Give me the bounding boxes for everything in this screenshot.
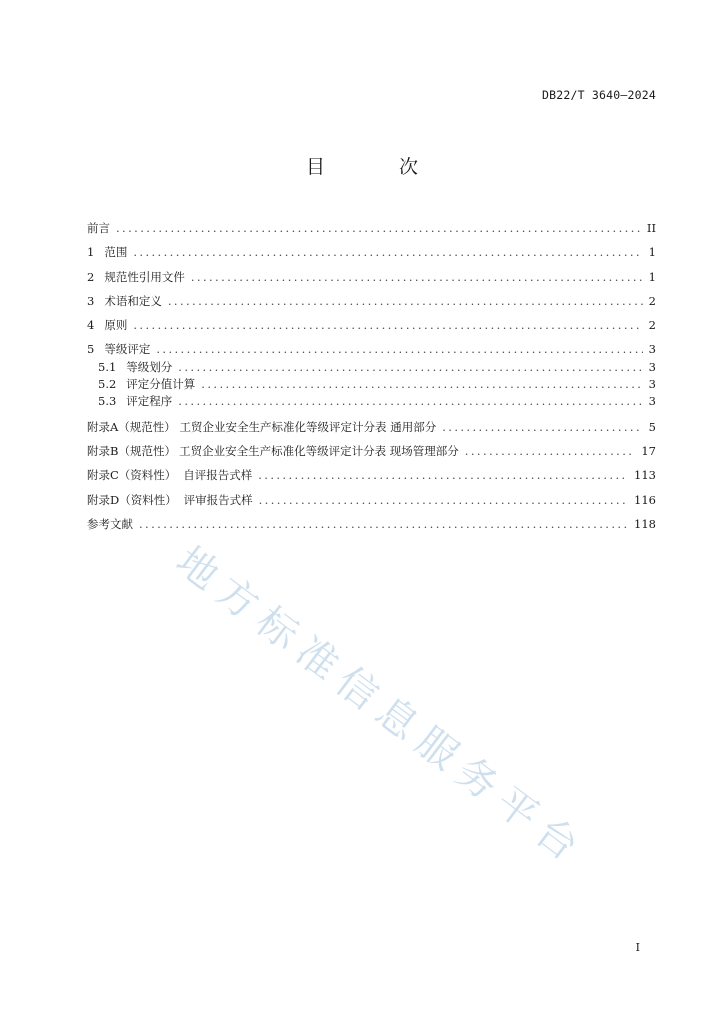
- table-of-contents: [87, 216, 656, 536]
- toc-entry-terms-definitions[interactable]: [87, 289, 656, 313]
- toc-appendix-prefix: 附录D（资料性）: [87, 492, 177, 507]
- toc-entry-page: 1: [648, 245, 656, 260]
- toc-entry-appendix-a[interactable]: [87, 415, 656, 439]
- toc-entry-page: 113: [634, 468, 656, 483]
- toc-entry-scope[interactable]: [87, 240, 656, 264]
- toc-entry-number: 1: [87, 245, 95, 260]
- toc-appendix-prefix: 附录A（规范性）: [87, 419, 176, 434]
- toc-entry-text: 原则: [104, 318, 128, 333]
- toc-title: 目 次: [305, 156, 453, 178]
- toc-entry-page: 3: [648, 342, 656, 357]
- toc-entry-number: 5.3: [98, 394, 117, 409]
- toc-entry-appendix-b[interactable]: [87, 439, 656, 463]
- toc-entry-text: 规范性引用文件: [104, 269, 185, 284]
- toc-entry-normative-references[interactable]: [87, 265, 656, 289]
- toc-entry-page: 118: [634, 516, 656, 531]
- toc-entry-number: 4: [87, 318, 95, 333]
- toc-leader: [178, 359, 642, 376]
- toc-entry-number: 2: [87, 269, 95, 284]
- toc-leader: [178, 393, 642, 410]
- toc-entry-text: 前言: [87, 221, 110, 235]
- toc-entry-text: 自评报告式样: [183, 468, 253, 483]
- toc-appendix-prefix: 附录B（规范性）: [87, 443, 176, 458]
- toc-leader: [258, 463, 628, 487]
- toc-entry-appendix-c[interactable]: [87, 463, 656, 487]
- toc-leader: [133, 313, 642, 337]
- toc-leader: [201, 376, 642, 393]
- toc-leader: [259, 488, 628, 512]
- toc-entry-page: 3: [648, 359, 656, 374]
- toc-entry-number: 5: [87, 342, 95, 357]
- toc-leader: [442, 415, 642, 439]
- toc-entry-text: 评审报告式样: [183, 492, 253, 507]
- toc-entry-number: 5.2: [98, 377, 117, 392]
- toc-entry-page: 1: [648, 269, 656, 284]
- toc-leader: [191, 265, 643, 289]
- toc-entry-text: 等级划分: [126, 359, 173, 374]
- toc-entry-appendix-d[interactable]: [87, 488, 656, 512]
- toc-entry-bibliography[interactable]: [87, 512, 656, 536]
- toc-subentry-score-calculation[interactable]: [87, 376, 656, 393]
- toc-entry-text: 等级评定: [104, 342, 151, 357]
- toc-entry-page: 17: [641, 443, 656, 458]
- toc-entry-page: 5: [648, 419, 656, 434]
- toc-entry-principles[interactable]: [87, 313, 656, 337]
- toc-entry-text: 评定程序: [126, 394, 173, 409]
- toc-leader: [133, 240, 642, 264]
- toc-entry-number: 5.1: [98, 359, 117, 374]
- toc-entry-page: 3: [648, 394, 656, 409]
- toc-entry-text: 工贸企业安全生产标准化等级评定计分表 通用部分: [179, 419, 437, 434]
- toc-subentry-assessment-procedure[interactable]: [87, 393, 656, 410]
- toc-leader: [465, 439, 636, 463]
- toc-entry-text: 参考文献: [87, 516, 133, 531]
- toc-leader: [116, 216, 641, 240]
- toc-entry-page: II: [646, 221, 656, 235]
- toc-entry-text: 工贸企业安全生产标准化等级评定计分表 现场管理部分: [179, 443, 459, 458]
- toc-leader: [139, 512, 628, 536]
- toc-entry-page: 116: [634, 492, 656, 507]
- toc-leader: [168, 289, 643, 313]
- watermark: 地方标准信息服务平台: [167, 537, 595, 876]
- toc-entry-number: 3: [87, 293, 95, 308]
- toc-entry-page: 2: [648, 293, 656, 308]
- standard-code: DB22/T 3640—2024: [542, 88, 656, 102]
- toc-entry-text: 评定分值计算: [126, 377, 196, 392]
- toc-entry-page: 2: [648, 318, 656, 333]
- page-number: I: [635, 941, 640, 954]
- toc-entry-foreword[interactable]: [87, 216, 656, 240]
- toc-entry-page: 3: [648, 377, 656, 392]
- toc-entry-text: 术语和定义: [104, 293, 162, 308]
- toc-appendix-prefix: 附录C（资料性）: [87, 468, 177, 483]
- toc-entry-text: 范围: [104, 245, 128, 260]
